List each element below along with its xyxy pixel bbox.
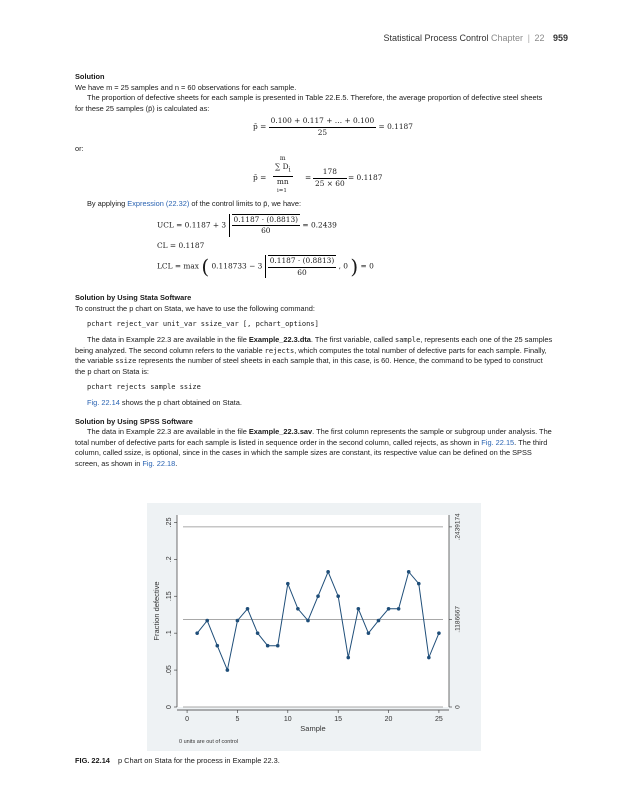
or-label: or: xyxy=(75,144,84,154)
ucl-numerator: 0.1187 · (0.8813) xyxy=(232,214,301,227)
stata-intro: To construct the p chart on Stata, we have to use the following command: xyxy=(75,303,315,313)
eq2-denominator: mn xyxy=(276,177,289,187)
eq1-denominator: 25 xyxy=(317,127,328,137)
data-point xyxy=(215,644,219,648)
eq1-fraction xyxy=(269,116,377,138)
ucl-sqrt xyxy=(229,214,301,237)
eq2-sum-subscript: i xyxy=(288,166,291,174)
y-tick-label: .1 xyxy=(165,630,173,637)
eq2-fraction xyxy=(273,155,293,188)
header-separator: | xyxy=(527,33,530,43)
stata-var-rejects: rejects xyxy=(264,346,295,355)
data-point xyxy=(336,594,340,598)
fig-22-18-link[interactable]: Fig. 22.18 xyxy=(142,458,176,468)
eq2-mid-fraction xyxy=(313,167,347,189)
y-tick-label: 0 xyxy=(165,705,173,709)
eq2-sum-top: m xyxy=(279,154,286,162)
stata-command-syntax: pchart reject_var unit_var ssize_var [, pchart_options] xyxy=(87,320,319,329)
y-tick-label: .05 xyxy=(165,665,173,675)
ucl-denominator: 60 xyxy=(261,226,271,236)
stata-p3-post: shows the p chart obtained on Stata. xyxy=(119,397,242,407)
eq2-equals: = xyxy=(305,172,312,182)
stata-var-sample: sample xyxy=(395,335,421,344)
eq1-rhs: = 0.1187 xyxy=(378,122,413,132)
data-point xyxy=(266,644,270,648)
caption-text: p Chart on Stata for the process in Example 22.3. xyxy=(117,756,280,765)
data-point xyxy=(397,607,401,611)
x-axis-title: Sample xyxy=(300,724,326,733)
data-point xyxy=(205,619,209,623)
equation-pbar-average xyxy=(253,116,553,144)
p-chart-figure xyxy=(147,503,481,751)
data-point xyxy=(377,619,381,623)
data-point xyxy=(437,631,441,635)
eq2-rhs: = 0.1187 xyxy=(348,172,383,182)
plot-area xyxy=(177,515,449,707)
stata-var-ssize: ssize xyxy=(115,357,137,366)
data-point xyxy=(387,607,391,611)
data-point xyxy=(326,570,330,574)
data-point xyxy=(346,656,350,660)
data-point xyxy=(417,582,421,586)
y-axis-title: Fraction defective xyxy=(152,581,161,641)
lcl-sqrt xyxy=(265,255,337,278)
y-tick-label: .25 xyxy=(165,517,173,528)
p-chart-svg xyxy=(147,503,481,751)
data-point xyxy=(296,607,300,611)
page-number: 959 xyxy=(552,33,568,43)
stata-p2-e: represents the number of steel sheets in each sample that, in this case, is 60. Hence, the command to be typed to construct the p chart on Stata is: xyxy=(75,356,543,376)
eq2-sum-symbol: ∑ D xyxy=(275,161,289,171)
header-title: Statistical Process Control xyxy=(383,33,489,43)
limits-intro-post: of the control limits to p̄, we have: xyxy=(189,198,302,208)
stata-p2-c: , represents each one of the 25 samples being analyzed. The second column refers to the variable xyxy=(75,334,553,355)
spss-p1-b: . The first column represents the sample or subgroup under analysis. The total number of defective parts for each sample is listed in sequence order in the second column, called rejects, as shown in xyxy=(75,427,552,447)
stata-p2-a: The data in Example 22.3 are available in the file xyxy=(87,334,249,344)
spss-p1-d: . xyxy=(175,458,178,468)
ucl-rhs: = 0.2439 xyxy=(302,220,337,230)
eq2-sum-bottom: i=1 xyxy=(277,187,287,194)
lcl-fraction xyxy=(268,255,337,278)
data-point xyxy=(357,607,361,611)
lcl-tail: , 0 xyxy=(338,261,349,271)
ucl-lhs: UCL = 0.1187 + 3 xyxy=(157,220,227,230)
stata-heading: Solution by Using Stata Software xyxy=(75,293,192,303)
data-point xyxy=(407,570,411,574)
stata-p2-d: , which computes the total number of defective parts for each sample. Finally, the variable xyxy=(75,345,547,366)
stata-command: pchart rejects sample ssize xyxy=(87,383,201,392)
equation-cl: CL = 0.1187 xyxy=(157,240,205,250)
cl-label: .1186667 xyxy=(454,606,462,633)
y-tick-label: .2 xyxy=(165,556,173,563)
out-of-control-note: 0 units are out of control xyxy=(179,739,239,745)
data-point xyxy=(276,644,280,648)
data-point xyxy=(286,582,290,586)
header-chapter-number: 22 xyxy=(534,33,545,43)
lcl-label: 0 xyxy=(454,705,462,709)
lcl-paren-open: ( xyxy=(201,254,210,279)
data-point xyxy=(236,619,240,623)
data-point xyxy=(316,594,320,598)
stata-figure-ref xyxy=(75,398,553,409)
x-tick-label: 10 xyxy=(283,716,292,723)
equation-ucl xyxy=(157,214,553,238)
lcl-lhs: LCL = max xyxy=(157,261,199,271)
eq1-numerator: 0.100 + 0.117 + … + 0.100 xyxy=(269,116,377,128)
lcl-numerator: 0.1187 · (0.8813) xyxy=(268,255,337,268)
stata-paragraph xyxy=(75,335,553,377)
eq2-sum-numerator xyxy=(273,162,293,177)
eq2-mid-numerator: 178 xyxy=(313,167,347,179)
data-point xyxy=(306,619,310,623)
equation-lcl xyxy=(157,255,553,285)
x-tick-label: 25 xyxy=(435,716,443,723)
ucl-label: .2439174 xyxy=(454,513,462,541)
fig-22-15-link[interactable]: Fig. 22.15 xyxy=(481,437,515,447)
solution-intro: We have m = 25 samples and n = 60 observations for each sample. xyxy=(75,82,297,92)
x-tick-label: 15 xyxy=(334,716,343,723)
figure-caption xyxy=(75,756,280,765)
limits-intro xyxy=(75,199,553,210)
spss-file-name: Example_22.3.sav xyxy=(248,427,313,437)
running-header xyxy=(383,33,568,43)
y-tick-label: .15 xyxy=(165,591,173,602)
spss-p1-c: . The third column, called ssize, is optional, since in the cases in which the sample sizes are constant, its respective value can be defined on the SPSS screen, as shown in xyxy=(75,437,548,468)
lcl-inner: 0.118733 − 3 xyxy=(211,261,263,271)
stata-p2-b: . The first variable, called xyxy=(310,334,395,344)
header-chapter-label: Chapter xyxy=(491,33,524,43)
data-point xyxy=(367,631,371,635)
lcl-denominator: 60 xyxy=(297,267,307,277)
lcl-rhs: = 0 xyxy=(360,261,374,271)
caption-label: FIG. 22.14 xyxy=(75,756,110,765)
limits-intro-pre: By applying xyxy=(87,198,128,208)
solution-paragraph: The proportion of defective sheets for each sample is presented in Table 22.E.5. Therefore, the average proportion of defective steel sheets for these 25 samples (p̄) is calculated as: xyxy=(75,93,543,113)
x-tick-label: 5 xyxy=(235,716,240,723)
x-tick-label: 0 xyxy=(185,716,190,723)
spss-p1-a: The data in Example 22.3 are available in the file xyxy=(87,427,249,437)
data-point xyxy=(195,631,199,635)
spss-paragraph xyxy=(75,427,553,469)
page-body xyxy=(75,72,553,469)
eq2-mid-denominator: 25 × 60 xyxy=(315,178,345,188)
eq2-lhs: p̄ = xyxy=(253,172,267,182)
x-tick-label: 20 xyxy=(384,716,393,723)
ucl-fraction xyxy=(232,214,301,237)
solution-heading: Solution xyxy=(75,72,105,81)
data-point xyxy=(427,656,431,660)
data-point xyxy=(226,668,230,672)
lcl-paren-close: ) xyxy=(350,254,359,279)
fig-22-14-link[interactable]: Fig. 22.14 xyxy=(87,397,120,407)
spss-heading: Solution by Using SPSS Software xyxy=(75,416,193,426)
data-point xyxy=(246,607,250,611)
stata-file-name: Example_22.3.dta xyxy=(248,334,311,344)
expression-link[interactable]: Expression (22.32) xyxy=(127,198,190,208)
eq1-lhs: p̄ = xyxy=(253,122,267,132)
data-point xyxy=(256,631,260,635)
equation-pbar-sum xyxy=(253,155,553,199)
